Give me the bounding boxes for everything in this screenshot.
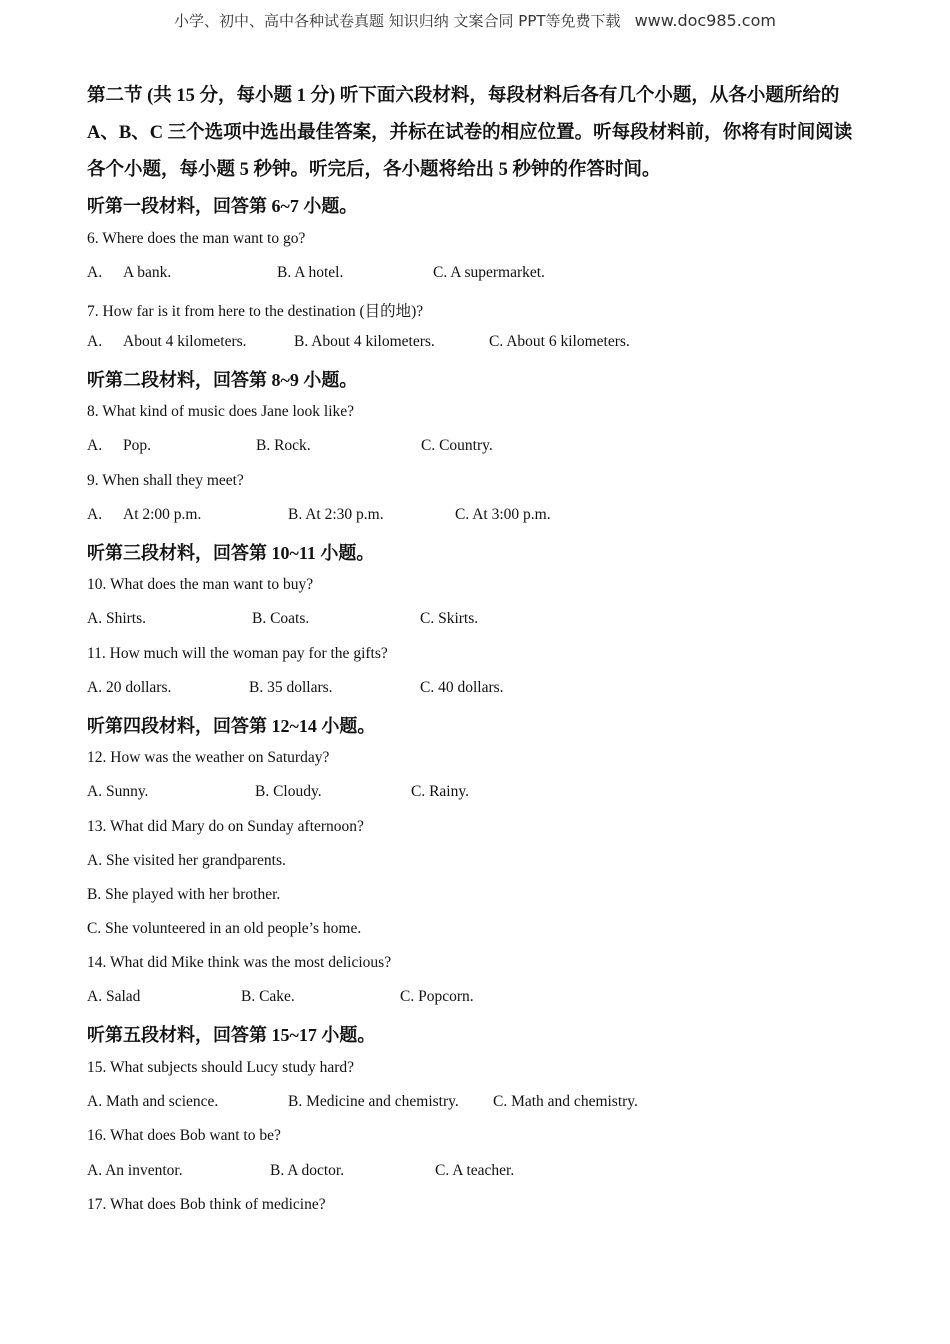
q16-option-b: B. A doctor. bbox=[270, 1162, 345, 1179]
q15-option-a: A. Math and science. bbox=[87, 1093, 219, 1110]
q11-option-c: C. 40 dollars. bbox=[420, 679, 504, 696]
question-6: 6. Where does the man want to go? bbox=[87, 230, 306, 247]
q6-option-a: A bank. bbox=[123, 264, 172, 281]
q13-option-c: C. She volunteered in an old people’s home. bbox=[87, 920, 362, 937]
q10-option-c: C. Skirts. bbox=[420, 610, 479, 627]
question-8: 8. What kind of music does Jane look like? bbox=[87, 403, 355, 420]
q7-option-a: About 4 kilometers. bbox=[123, 333, 247, 350]
q13-option-b: B. She played with her brother. bbox=[87, 886, 281, 903]
q6-option-c: C. A supermarket. bbox=[433, 264, 545, 281]
q15-option-c: C. Math and chemistry. bbox=[493, 1093, 638, 1110]
q12-option-c: C. Rainy. bbox=[411, 783, 469, 800]
header-site: www.doc985.com bbox=[634, 11, 776, 30]
question-7: 7. How far is it from here to the destination (目的地)? bbox=[87, 303, 424, 320]
q8-option-a: Pop. bbox=[123, 437, 151, 454]
question-16: 16. What does Bob want to be? bbox=[87, 1127, 281, 1144]
q9-option-a: At 2:00 p.m. bbox=[123, 506, 202, 523]
q6-option-a-letter: A. bbox=[87, 264, 103, 281]
q14-option-c: C. Popcorn. bbox=[400, 988, 474, 1005]
section-heading-1: 听第一段材料，回答第 6~7 小题。 bbox=[87, 196, 358, 216]
q14-option-a: A. Salad bbox=[87, 988, 141, 1005]
q10-option-a: A. Shirts. bbox=[87, 610, 146, 627]
q8-option-b: B. Rock. bbox=[256, 437, 311, 454]
q11-option-b: B. 35 dollars. bbox=[249, 679, 333, 696]
q12-option-a: A. Sunny. bbox=[87, 783, 149, 800]
q16-option-c: C. A teacher. bbox=[435, 1162, 515, 1179]
q12-option-b: B. Cloudy. bbox=[255, 783, 322, 800]
q7-option-a-letter: A. bbox=[87, 333, 103, 350]
question-17: 17. What does Bob think of medicine? bbox=[87, 1196, 326, 1213]
q7-option-b: B. About 4 kilometers. bbox=[294, 333, 435, 350]
q15-option-b: B. Medicine and chemistry. bbox=[288, 1093, 459, 1110]
section-intro: 第二节 (共 15 分，每小题 1 分) 听下面六段材料，每段材料后各有几个小题，从各小题所给的A、B、C 三个选项中选出最佳答案，并标在试卷的相应位置。听每段材料前，你将有时间阅读各个小题，每小题 5 秒钟。听完后，各小题将给出 5 秒钟的作答时间。 bbox=[87, 86, 853, 180]
q9-option-a-letter: A. bbox=[87, 506, 103, 523]
page-header bbox=[0, 10, 950, 31]
q6-option-b: B. A hotel. bbox=[277, 264, 344, 281]
q14-option-b: B. Cake. bbox=[241, 988, 295, 1005]
question-13: 13. What did Mary do on Sunday afternoon? bbox=[87, 818, 364, 835]
question-11: 11. How much will the woman pay for the gifts? bbox=[87, 645, 388, 662]
q16-option-a: A. An inventor. bbox=[87, 1162, 183, 1179]
q7-option-c: C. About 6 kilometers. bbox=[489, 333, 630, 350]
section-heading-4: 听第四段材料，回答第 12~14 小题。 bbox=[87, 716, 376, 736]
q10-option-b: B. Coats. bbox=[252, 610, 310, 627]
section-heading-2: 听第二段材料，回答第 8~9 小题。 bbox=[87, 370, 358, 390]
q11-option-a: A. 20 dollars. bbox=[87, 679, 172, 696]
section-heading-3: 听第三段材料，回答第 10~11 小题。 bbox=[87, 543, 375, 563]
q8-option-c: C. Country. bbox=[421, 437, 493, 454]
q8-option-a-letter: A. bbox=[87, 437, 103, 454]
header-text: 小学、初中、高中各种试卷真题 知识归纳 文案合同 PPT等免费下载 bbox=[174, 12, 621, 30]
question-12: 12. How was the weather on Saturday? bbox=[87, 749, 330, 766]
question-14: 14. What did Mike think was the most delicious? bbox=[87, 954, 392, 971]
q13-option-a: A. She visited her grandparents. bbox=[87, 852, 286, 869]
q9-option-b: B. At 2:30 p.m. bbox=[288, 506, 384, 523]
question-15: 15. What subjects should Lucy study hard? bbox=[87, 1059, 355, 1076]
question-10: 10. What does the man want to buy? bbox=[87, 576, 314, 593]
q9-option-c: C. At 3:00 p.m. bbox=[455, 506, 551, 523]
section-heading-5: 听第五段材料，回答第 15~17 小题。 bbox=[87, 1025, 376, 1045]
question-9: 9. When shall they meet? bbox=[87, 472, 244, 489]
